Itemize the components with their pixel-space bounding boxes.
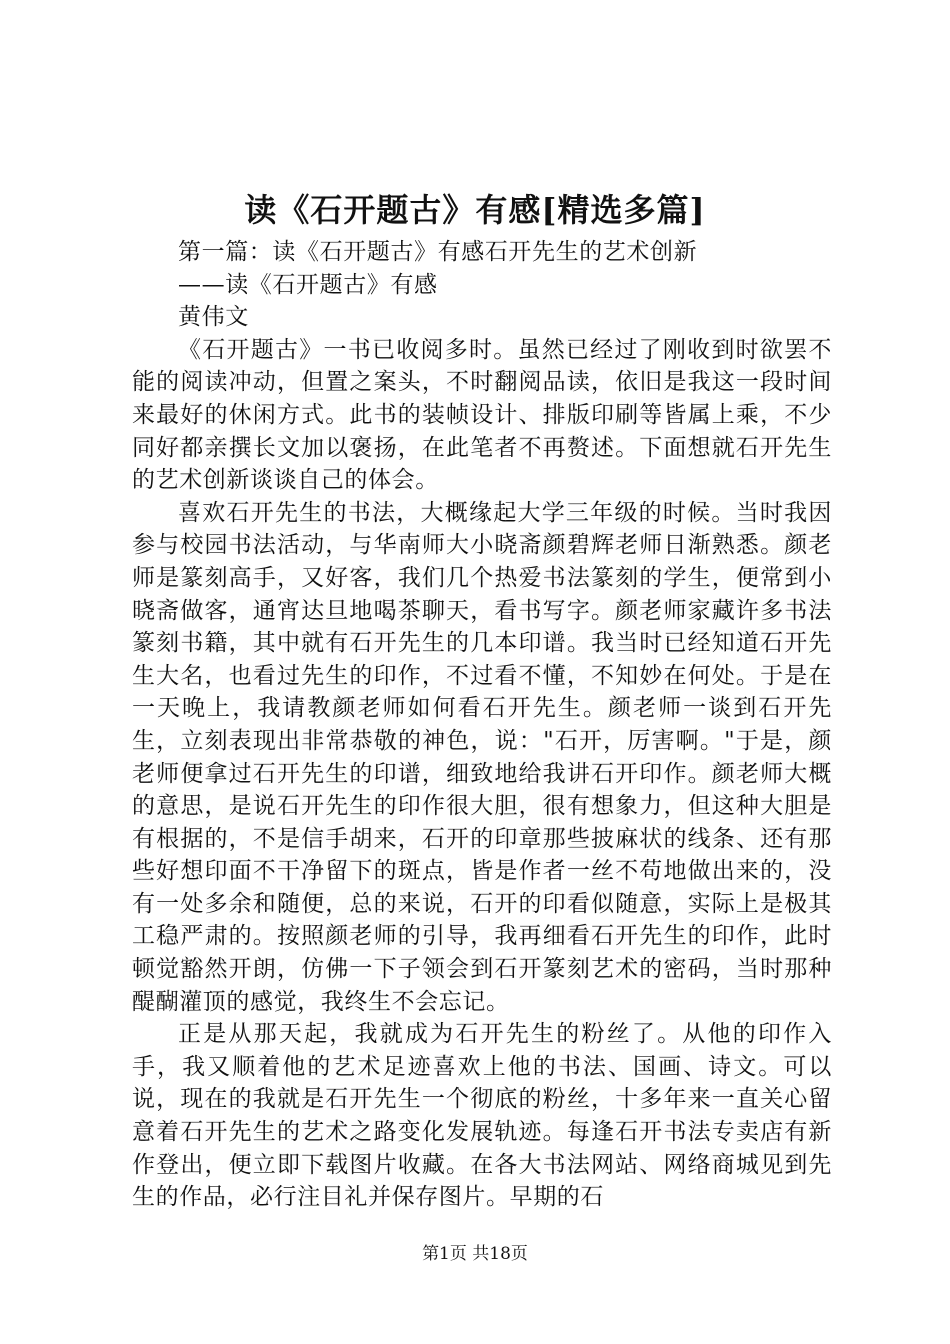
section-heading-line-1: 第一篇：读《石开题古》有感石开先生的艺术创新: [178, 239, 698, 265]
paragraph-2: 喜欢石开先生的书法，大概缘起大学三年级的时候。当时我因参与校园书法活动，与华南师大小晓斋颜碧辉老师日渐熟悉。颜老师是篆刻高手，又好客，我们几个热爱书法篆刻的学生，便常到小晓斋做客，通宵达旦地喝茶聊天，看书写字。颜老师家藏许多书法篆刻书籍，其中就有石开先生的几本印谱。我当时已经知道石开先生大名，也看过先生的印作，不过看不懂，不知妙在何处。于是在一天晚上，我请教颜老师如何看石开先生。颜老师一谈到石开先生，立刻表现出非常恭敬的神色，说："石开，厉害啊。"于是，颜老师便拿过石开先生的印谱，细致地给我讲石开印作。颜老师大概的意思，是说石开先生的印作很大胆，很有想象力，但这种大胆是有根据的，不是信手胡来，石开的印章那些披麻状的线条、还有那些好想印面不干净留下的斑点，皆是作者一丝不苟地做出来的，没有一处多余和随便，总的来说，石开的印看似随意，实际上是极其工稳严肃的。按照颜老师的引导，我再细看石开先生的印作，此时顿觉豁然开朗，仿佛一下子领会到石开篆刻艺术的密码，当时那种醍醐灌顶的感觉，我终生不会忘记。: [132, 499, 832, 1015]
document-title: 读《石开题古》有感[精选多篇]: [244, 191, 706, 229]
paragraph-3: 正是从那天起，我就成为石开先生的粉丝了。从他的印作入手，我又顺着他的艺术足迹喜欢上他的书法、国画、诗文。可以说，现在的我就是石开先生一个彻底的粉丝，十多年来一直关心留意着石开先生的艺术之路变化发展轨迹。每逢石开书法专卖店有新作登出，便立即下载图片收藏。在各大书法网站、网络商城见到先生的作品，必行注目礼并保存图片。早期的石: [132, 1021, 832, 1211]
page-footer: 第1页 共18页: [422, 1244, 528, 1264]
document-body: [132, 236, 832, 1214]
author-name: 黄伟文: [178, 304, 249, 331]
paragraph-1: 《石开题古》一书已收阅多时。虽然已经过了刚收到时欲罢不能的阅读冲动，但置之案头，不时翻阅品读，依旧是我这一段时间来最好的休闲方式。此书的装帧设计、排版印刷等皆属上乘，不少同好都亲撰长文加以褒扬，在此笔者不再赘述。下面想就石开先生的艺术创新谈谈自己的体会。: [132, 336, 832, 494]
section-heading-line-2: ——读《石开题古》有感: [178, 271, 438, 298]
